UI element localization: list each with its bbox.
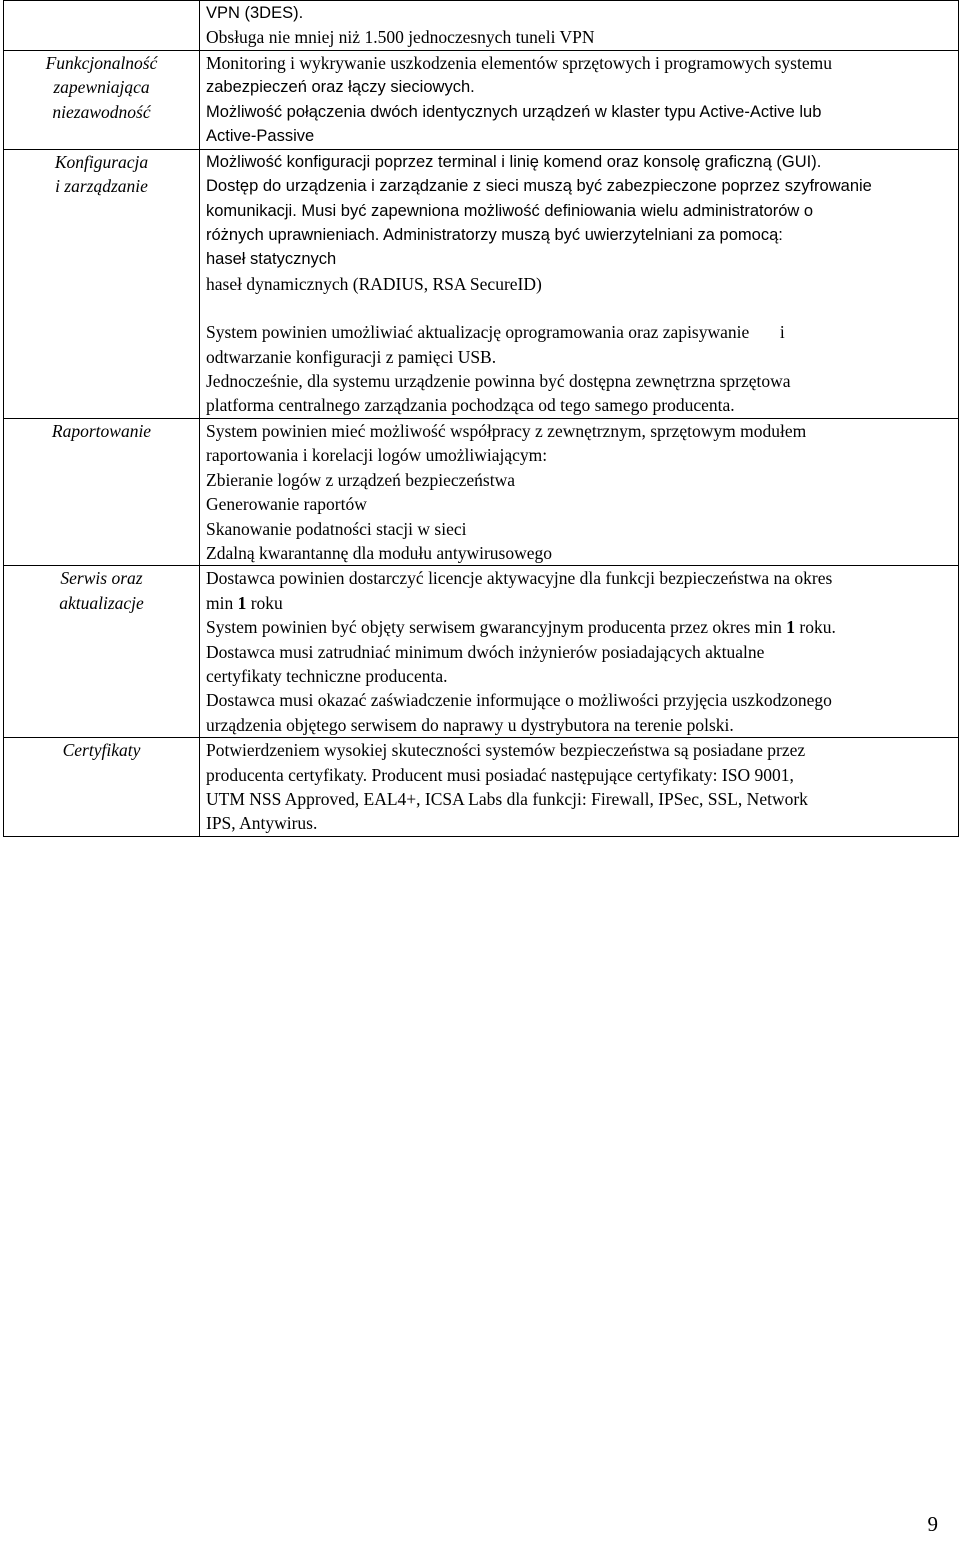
page-number: 9 xyxy=(927,1512,938,1536)
content-line: VPN (3DES). xyxy=(206,4,304,22)
content-line: zabezpieczeń oraz łączy sieciowych. xyxy=(206,78,475,97)
content-line: IPS, Antywirus. xyxy=(206,813,318,834)
content-line: haseł statycznych xyxy=(206,250,337,269)
content-line: Zdalną kwarantannę dla modułu antywirusowego xyxy=(206,542,553,563)
content-line: Dostawca musi zatrudniać minimum dwóch inżynierów posiadających aktualne xyxy=(206,641,765,662)
content-line: odtwarzanie konfiguracji z pamięci USB. xyxy=(206,346,497,367)
blank-line xyxy=(206,296,958,320)
content-line: Dostęp do urządzenia i zarządzanie z sieci muszą być zabezpieczone poprzez szyfrowanie xyxy=(206,177,872,196)
content-line: System powinien mieć możliwość współpracy z zewnętrznym, sprzętowym modułem xyxy=(206,420,807,441)
content-line: producenta certyfikaty. Producent musi posiadać następujące certyfikaty: ISO 9001, xyxy=(206,764,794,785)
label-line: niezawodność xyxy=(52,101,151,122)
row-label-empty xyxy=(4,1,200,51)
content-line: Obsługa nie mniej niż 1.500 jednoczesnych tuneli VPN xyxy=(206,27,595,48)
content-line xyxy=(206,615,958,639)
text-segment: System powinien być objęty serwisem gwarancyjnym producenta przez okres min xyxy=(206,617,787,638)
row-content-service xyxy=(200,566,959,738)
specification-table xyxy=(3,0,959,837)
row-content-reporting xyxy=(200,418,959,565)
content-line: Dostawca powinien dostarczyć licencje aktywacyjne dla funkcji bezpieczeństwa na okres xyxy=(206,568,833,589)
content-line: Dostawca musi okazać zaświadczenie informujące o możliwości przyjęcia uszkodzonego xyxy=(206,690,832,711)
label-line: Funkcjonalność xyxy=(45,52,158,73)
content-line: Skanowanie podatności stacji w sieci xyxy=(206,518,467,539)
duration-value: 1 xyxy=(786,617,796,638)
row-content-reliability xyxy=(200,50,959,149)
row-label-reliability xyxy=(4,50,200,149)
row-label-reporting xyxy=(4,418,200,565)
content-line: Jednocześnie, dla systemu urządzenie powinna być dostępna zewnętrzna sprzętowa xyxy=(206,371,791,392)
content-line: System powinien umożliwiać aktualizację oprogramowania oraz zapisywanie i xyxy=(206,322,785,343)
content-line: raportowania i korelacji logów umożliwiającym: xyxy=(206,445,548,466)
label-line: i zarządzanie xyxy=(55,176,148,197)
row-label-service xyxy=(4,566,200,738)
text-segment: roku. xyxy=(795,617,836,638)
content-line: Potwierdzeniem wysokiej skuteczności systemów bezpieczeństwa są posiadane przez xyxy=(206,740,806,761)
content-line: Active-Passive xyxy=(206,127,315,146)
content-line: Zbieranie logów z urządzeń bezpieczeństwa xyxy=(206,469,516,490)
content-line: certyfikaty techniczne producenta. xyxy=(206,665,448,686)
row-content-vpn xyxy=(200,1,959,51)
table-row-config xyxy=(4,149,959,418)
content-line: komunikacji. Musi być zapewniona możliwość definiowania wielu administratorów o xyxy=(206,201,814,220)
label-line: Certyfikaty xyxy=(62,740,141,761)
row-content-certificates xyxy=(200,738,959,837)
content-line: Możliwość połączenia dwóch identycznych urządzeń w klaster typu Active-Active lub xyxy=(206,102,822,121)
duration-value: 1 xyxy=(237,592,247,613)
content-line: UTM NSS Approved, EAL4+, ICSA Labs dla funkcji: Firewall, IPSec, SSL, Network xyxy=(206,788,808,809)
row-content-config xyxy=(200,149,959,418)
content-line: różnych uprawnieniach. Administratorzy muszą być uwierzytelniani za pomocą: xyxy=(206,226,783,245)
label-line: aktualizacje xyxy=(59,592,144,613)
content-line: Generowanie raportów xyxy=(206,494,367,515)
label-line: Raportowanie xyxy=(51,420,152,441)
table-row-vpn xyxy=(4,1,959,51)
content-line: Możliwość konfiguracji poprzez terminal i linię komend oraz konsolę graficzną (GUI). xyxy=(206,152,822,171)
content-line: urządzenia objętego serwisem do naprawy u dystrybutora na terenie polski. xyxy=(206,714,734,735)
row-label-certificates xyxy=(4,738,200,837)
row-label-config xyxy=(4,149,200,418)
content-line: haseł dynamicznych (RADIUS, RSA SecureID) xyxy=(206,273,542,294)
label-line: Serwis oraz xyxy=(60,568,143,589)
table-row-reporting xyxy=(4,418,959,565)
text-segment: roku xyxy=(246,592,283,613)
table-row-reliability xyxy=(4,50,959,149)
label-line: zapewniająca xyxy=(53,77,150,98)
table-row-certificates xyxy=(4,738,959,837)
content-line: platforma centralnego zarządzania pochodząca od tego samego producenta. xyxy=(206,395,735,416)
table-row-service xyxy=(4,566,959,738)
text-segment: min xyxy=(206,592,238,613)
content-line xyxy=(206,591,958,615)
label-line: Konfiguracja xyxy=(54,151,149,172)
content-line: Monitoring i wykrywanie uszkodzenia elementów sprzętowych i programowych systemu xyxy=(206,52,832,73)
